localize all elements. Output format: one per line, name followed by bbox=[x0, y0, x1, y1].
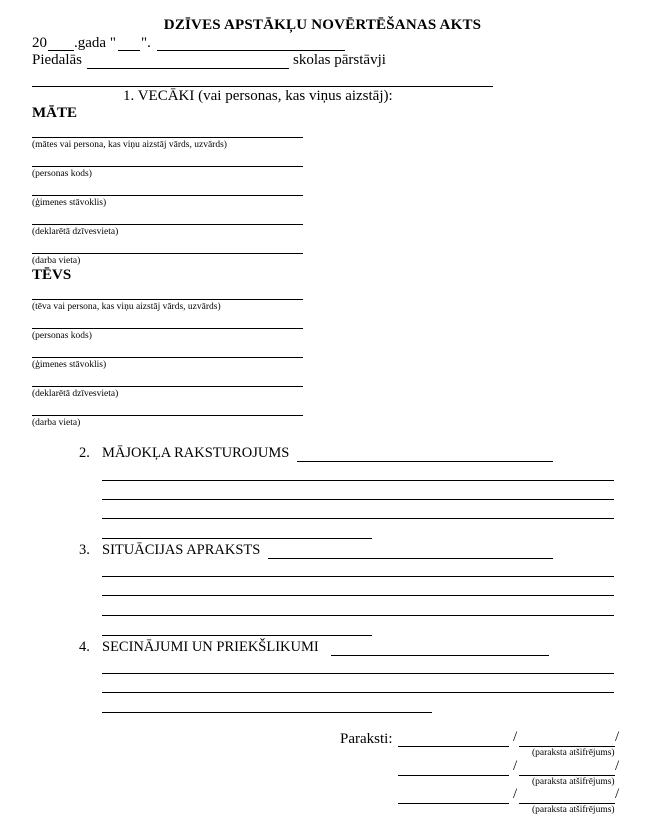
date-month-field[interactable] bbox=[157, 50, 345, 51]
signature-field-3[interactable] bbox=[398, 803, 509, 804]
signature-separator: / bbox=[615, 758, 620, 774]
date-day-field[interactable] bbox=[118, 50, 140, 51]
signature-separator: / bbox=[513, 786, 518, 802]
section-2-title-field[interactable] bbox=[297, 461, 553, 462]
signature-field-2[interactable] bbox=[398, 775, 509, 776]
father-family-status-field[interactable] bbox=[32, 357, 303, 358]
section-4-line[interactable] bbox=[102, 712, 432, 713]
section-4-number: 4. bbox=[79, 639, 90, 655]
signature-name-field-3[interactable] bbox=[519, 803, 615, 804]
signature-caption-1: (paraksta atšifrējums) bbox=[532, 748, 615, 758]
signature-separator: / bbox=[615, 729, 620, 745]
father-name-field[interactable] bbox=[32, 299, 303, 300]
signature-separator: / bbox=[615, 786, 620, 802]
section-3-number: 3. bbox=[79, 542, 90, 558]
section-2-number: 2. bbox=[79, 445, 90, 461]
father-personal-code-field[interactable] bbox=[32, 328, 303, 329]
father-family-status-caption: (ģimenes stāvoklis) bbox=[32, 360, 107, 370]
participants-field[interactable] bbox=[32, 86, 493, 87]
section-3-label: SITUĀCIJAS APRAKSTS bbox=[102, 542, 261, 558]
signature-name-field-1[interactable] bbox=[519, 746, 615, 747]
date-gada-label: .gada " bbox=[74, 35, 116, 51]
section-2-label: MĀJOKĻA RAKSTUROJUMS bbox=[102, 445, 290, 461]
signature-caption-3: (paraksta atšifrējums) bbox=[532, 805, 615, 815]
signatures-label: Paraksti: bbox=[340, 731, 393, 747]
section-3-line[interactable] bbox=[102, 595, 614, 596]
section-4-line[interactable] bbox=[102, 692, 614, 693]
signature-separator: / bbox=[513, 758, 518, 774]
document-title: DZĪVES APSTĀKĻU NOVĒRTĒŠANAS AKTS bbox=[163, 17, 482, 33]
section-2-line[interactable] bbox=[102, 538, 372, 539]
mother-address-caption: (deklarētā dzīvesvieta) bbox=[32, 227, 119, 237]
mother-personal-code-field[interactable] bbox=[32, 166, 303, 167]
signature-field-1[interactable] bbox=[398, 746, 509, 747]
section-4-label: SECINĀJUMI UN PRIEKŠLIKUMI bbox=[102, 639, 319, 655]
mother-name-caption: (mātes vai persona, kas viņu aizstāj vārds, uzvārds) bbox=[32, 140, 227, 150]
mother-label: MĀTE bbox=[32, 105, 77, 121]
section-2-line[interactable] bbox=[102, 480, 614, 481]
mother-family-status-caption: (ģimenes stāvoklis) bbox=[32, 198, 107, 208]
date-year-field[interactable] bbox=[48, 50, 74, 51]
section-2-line[interactable] bbox=[102, 499, 614, 500]
father-workplace-field[interactable] bbox=[32, 415, 303, 416]
father-name-caption: (tēva vai persona, kas viņu aizstāj vārds, uzvārds) bbox=[32, 302, 221, 312]
section-3-title-field[interactable] bbox=[268, 558, 553, 559]
date-year-prefix: 20 bbox=[32, 35, 47, 51]
section-4-line[interactable] bbox=[102, 673, 614, 674]
mother-personal-code-caption: (personas kods) bbox=[32, 169, 92, 179]
date-close-mark: ". bbox=[141, 35, 151, 51]
mother-address-field[interactable] bbox=[32, 224, 303, 225]
father-personal-code-caption: (personas kods) bbox=[32, 331, 92, 341]
section-3-line[interactable] bbox=[102, 615, 614, 616]
mother-family-status-field[interactable] bbox=[32, 195, 303, 196]
signature-separator: / bbox=[513, 729, 518, 745]
signature-name-field-2[interactable] bbox=[519, 775, 615, 776]
piedalas-label: Piedalās bbox=[32, 52, 82, 68]
mother-workplace-caption: (darba vieta) bbox=[32, 256, 81, 266]
section-3-line[interactable] bbox=[102, 576, 614, 577]
father-workplace-caption: (darba vieta) bbox=[32, 418, 81, 428]
mother-workplace-field[interactable] bbox=[32, 253, 303, 254]
signature-caption-2: (paraksta atšifrējums) bbox=[532, 777, 615, 787]
mother-name-field[interactable] bbox=[32, 137, 303, 138]
section-3-line[interactable] bbox=[102, 635, 372, 636]
section-2-line[interactable] bbox=[102, 518, 614, 519]
father-label: TĒVS bbox=[32, 267, 72, 283]
father-address-field[interactable] bbox=[32, 386, 303, 387]
section-4-title-field[interactable] bbox=[331, 655, 549, 656]
skolas-parstavji-label: skolas pārstāvji bbox=[293, 52, 386, 68]
parents-heading: 1. VECĀKI (vai personas, kas viņus aizstāj): bbox=[123, 88, 393, 104]
piedalas-field[interactable] bbox=[87, 68, 289, 69]
father-address-caption: (deklarētā dzīvesvieta) bbox=[32, 389, 119, 399]
